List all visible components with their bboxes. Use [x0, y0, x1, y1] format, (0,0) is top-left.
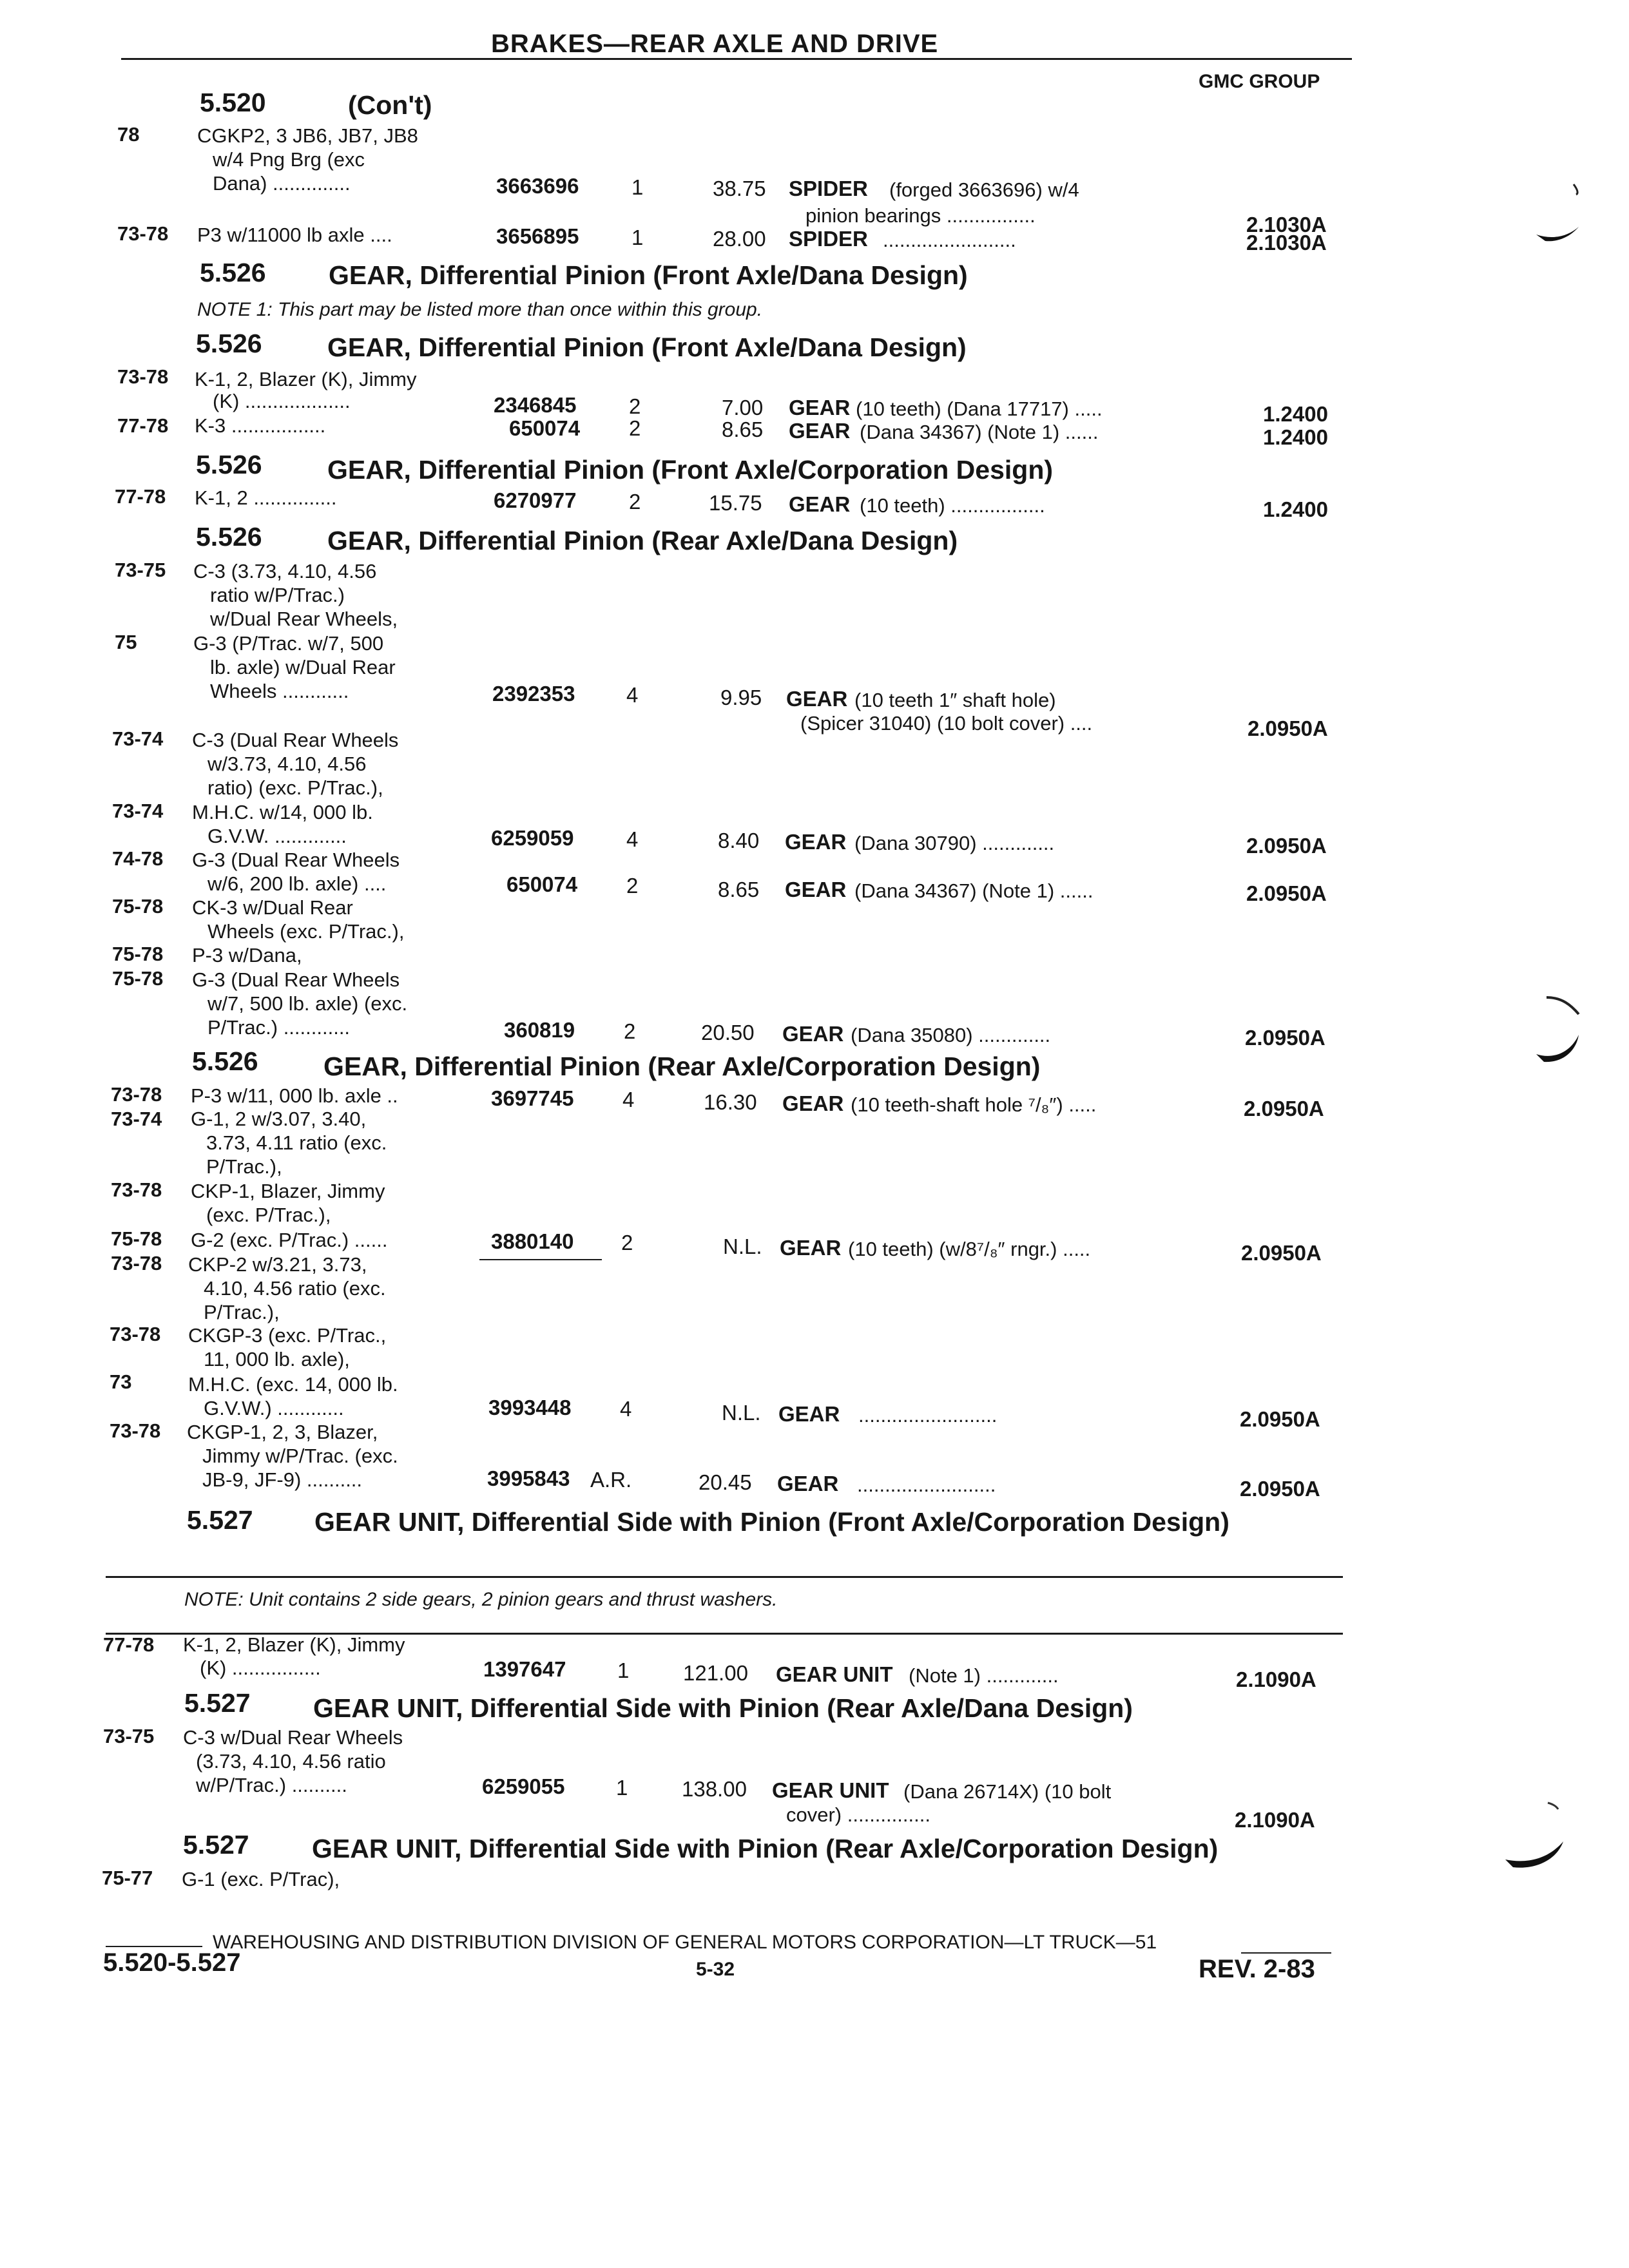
application-line: (exc. P/Trac.), [206, 1204, 331, 1226]
section-number: 5.520 [200, 88, 266, 117]
application-line: G.V.W.) ............ [204, 1397, 344, 1419]
application-line: G-3 (Dual Rear Wheels [192, 968, 400, 991]
price: 7.00 [722, 396, 764, 419]
quantity: 2 [626, 874, 639, 898]
model-years: 73-78 [110, 1419, 161, 1442]
application-line: lb. axle) w/Dual Rear [210, 656, 396, 678]
part-number: 2392353 [492, 682, 575, 706]
price: 20.50 [701, 1021, 755, 1044]
description-line: (Dana 34367) (Note 1) ...... [860, 421, 1099, 443]
application-line: w/6, 200 lb. axle) .... [207, 872, 387, 895]
model-years: 73-74 [111, 1108, 162, 1130]
application-line: C-3 (3.73, 4.10, 4.56 [193, 560, 377, 582]
section-title: GEAR UNIT, Differential Side with Pinion (Front Axle/Corporation Design) [314, 1507, 1229, 1537]
model-years: 73-74 [112, 727, 164, 750]
description-keyword: GEAR [785, 830, 847, 854]
price: 8.65 [718, 878, 760, 901]
description-line: ......................... [858, 1404, 998, 1427]
price: 138.00 [682, 1777, 747, 1801]
price: N.L. [722, 1401, 761, 1425]
model-years: 73-74 [112, 800, 164, 822]
application-line: w/P/Trac.) .......... [196, 1774, 347, 1796]
group-number: 2.0950A [1244, 1097, 1324, 1120]
application-line: G-1 (exc. P/Trac), [182, 1868, 340, 1890]
part-number: 3993448 [488, 1396, 572, 1419]
section-title: (Con't) [348, 90, 432, 120]
note-text: NOTE: Unit contains 2 side gears, 2 pinion gears and thrust washers. [184, 1589, 778, 1610]
part-number: 3663696 [496, 174, 579, 198]
description-line: (forged 3663696) w/4 [889, 178, 1079, 201]
model-years: 75-77 [102, 1867, 153, 1889]
application-line: 3.73, 4.11 ratio (exc. [206, 1131, 387, 1154]
application-line: ratio w/P/Trac.) [210, 584, 345, 606]
application-line: G.V.W. ............. [207, 825, 347, 847]
model-years: 77-78 [103, 1633, 155, 1656]
model-years: 73-75 [103, 1725, 155, 1747]
part-number: 3656895 [496, 224, 579, 248]
application-line: CKGP-3 (exc. P/Trac., [188, 1324, 387, 1347]
quantity: 4 [620, 1397, 632, 1421]
price: 8.40 [718, 829, 760, 852]
application-line: K-1, 2, Blazer (K), Jimmy [195, 368, 417, 390]
description-keyword: GEAR [786, 687, 848, 711]
application-line: P/Trac.) ............ [207, 1016, 351, 1039]
part-number: 650074 [506, 872, 578, 896]
quantity: 4 [622, 1088, 635, 1111]
part-number: 6259055 [482, 1774, 565, 1798]
part-number: 650074 [509, 416, 581, 440]
group-number: 2.0950A [1246, 881, 1327, 905]
section-number: 5.527 [183, 1830, 249, 1860]
application-line: JB-9, JF-9) .......... [202, 1468, 363, 1491]
description-keyword: GEAR [778, 1402, 840, 1426]
group-number: 2.1030A [1246, 213, 1327, 236]
quantity: 2 [624, 1019, 636, 1043]
model-years: 74-78 [112, 847, 164, 870]
model-years: 77-78 [115, 485, 166, 508]
footer-section-range: 5.520-5.527 [103, 1948, 241, 1977]
application-line: w/Dual Rear Wheels, [210, 608, 398, 630]
application-line: CGKP2, 3 JB6, JB7, JB8 [197, 124, 418, 147]
section-number: 5.527 [184, 1688, 251, 1718]
section-number: 5.526 [196, 329, 262, 358]
section-number: 5.526 [196, 450, 262, 479]
group-number: 1.2400 [1263, 402, 1328, 426]
model-years: 73-78 [111, 1178, 162, 1201]
group-number: 2.0950A [1248, 716, 1328, 740]
section-number: 5.526 [192, 1046, 258, 1076]
description-keyword: GEAR [780, 1236, 842, 1260]
page-header-title: BRAKES—REAR AXLE AND DRIVE [491, 30, 939, 58]
group-number: 2.0950A [1240, 1407, 1320, 1431]
application-line: CKP-1, Blazer, Jimmy [191, 1180, 385, 1202]
application-line: Jimmy w/P/Trac. (exc. [202, 1445, 398, 1467]
application-line: (3.73, 4.10, 4.56 ratio [196, 1750, 386, 1773]
application-line: C-3 (Dual Rear Wheels [192, 729, 399, 751]
application-line: Dana) .............. [213, 172, 351, 195]
description-line: (Dana 26714X) (10 bolt [903, 1780, 1112, 1803]
description-line: (Spicer 31040) (10 bolt cover) .... [800, 712, 1093, 735]
description-line: (10 teeth 1″ shaft hole) [854, 689, 1056, 711]
section-number: 5.526 [196, 522, 262, 552]
note-top-rule [106, 1576, 1343, 1578]
model-years: 73-78 [111, 1083, 162, 1106]
application-line: 4.10, 4.56 ratio (exc. [204, 1277, 386, 1300]
application-line: M.H.C. (exc. 14, 000 lb. [188, 1373, 398, 1396]
group-number: 2.0950A [1240, 1477, 1320, 1501]
application-line: G-2 (exc. P/Trac.) ...... [191, 1229, 388, 1251]
group-number: 2.1030A [1246, 231, 1327, 255]
price: 20.45 [699, 1470, 752, 1494]
application-line: G-3 (Dual Rear Wheels [192, 849, 400, 871]
quantity: A.R. [590, 1468, 632, 1492]
price: 16.30 [704, 1090, 757, 1114]
quantity: 2 [629, 490, 641, 514]
section-title: GEAR, Differential Pinion (Rear Axle/Dana Design) [327, 526, 958, 555]
group-number: 2.1090A [1235, 1808, 1315, 1832]
price: N.L. [723, 1235, 762, 1258]
description-line: ......................... [857, 1474, 996, 1496]
footer-publisher: WAREHOUSING AND DISTRIBUTION DIVISION OF GENERAL MOTORS CORPORATION—LT TRUCK—51 [213, 1932, 1157, 1953]
section-title: GEAR, Differential Pinion (Front Axle/Dana Design) [329, 260, 968, 290]
footer-page-number: 5-32 [696, 1959, 735, 1980]
part-number: 2346845 [494, 393, 577, 417]
application-line: K-1, 2 ............... [195, 486, 337, 509]
group-number: 2.0950A [1241, 1241, 1322, 1265]
model-years: 78 [117, 123, 140, 146]
description-keyword: SPIDER [789, 227, 868, 251]
application-line: 11, 000 lb. axle), [204, 1348, 350, 1370]
model-years: 73-78 [110, 1323, 161, 1345]
description-line: (Dana 34367) (Note 1) ...... [854, 879, 1094, 902]
description-line: (Note 1) ............. [909, 1664, 1059, 1687]
application-line: Wheels (exc. P/Trac.), [207, 920, 405, 943]
application-line: CKGP-1, 2, 3, Blazer, [187, 1421, 378, 1443]
description-keyword: GEAR UNIT [776, 1662, 893, 1686]
application-line: (K) ................ [200, 1657, 321, 1679]
description-line: (10 teeth-shaft hole ⁷/₈″) ..... [851, 1093, 1097, 1116]
description-line: pinion bearings ................ [805, 204, 1036, 227]
price: 15.75 [709, 491, 762, 515]
description-keyword: GEAR [785, 878, 847, 901]
footer-rule-left [106, 1946, 202, 1947]
footer-rule-right [1241, 1952, 1331, 1954]
price: 121.00 [683, 1661, 748, 1685]
section-number: 5.527 [187, 1505, 253, 1535]
description-line: (10 teeth) (w/8⁷/₈″ rngr.) ..... [848, 1238, 1091, 1260]
quantity: 1 [617, 1658, 630, 1682]
application-line: w/4 Png Brg (exc [213, 148, 365, 171]
price: 9.95 [720, 686, 762, 709]
price: 28.00 [713, 227, 766, 251]
description-keyword: GEAR [782, 1022, 844, 1046]
part-number: 1397647 [483, 1657, 566, 1681]
binder-hole-mark [1534, 992, 1585, 1076]
model-years: 73 [110, 1370, 132, 1393]
group-number: 1.2400 [1263, 425, 1328, 449]
quantity: 4 [626, 827, 639, 851]
description-keyword: GEAR [789, 419, 851, 443]
application-line: w/3.73, 4.10, 4.56 [207, 753, 367, 775]
description-line: (Dana 30790) ............. [854, 832, 1055, 854]
group-number: 2.1090A [1236, 1667, 1316, 1691]
model-years: 75-78 [111, 1227, 162, 1250]
quantity: 1 [631, 226, 644, 249]
footer-revision: REV. 2-83 [1199, 1955, 1315, 1983]
binder-hole-mark [1534, 180, 1585, 251]
part-number: 3697745 [491, 1086, 574, 1110]
part-number: 3995843 [487, 1466, 570, 1490]
price: 38.75 [713, 177, 766, 200]
section-title: GEAR, Differential Pinion (Rear Axle/Corporation Design) [323, 1052, 1041, 1081]
quantity: 1 [631, 175, 644, 199]
header-rule [121, 58, 1352, 60]
application-line: G-3 (P/Trac. w/7, 500 [193, 632, 384, 655]
description-line: (Dana 35080) ............. [851, 1024, 1051, 1046]
description-line: cover) ............... [786, 1803, 930, 1826]
group-label: GMC GROUP [1199, 71, 1320, 92]
price: 8.65 [722, 418, 764, 441]
model-years: 75-78 [112, 895, 164, 918]
application-line: P-3 w/11, 000 lb. axle .. [191, 1084, 398, 1107]
application-line: ratio) (exc. P/Trac.), [207, 776, 383, 799]
description-line: (10 teeth) ................. [860, 494, 1045, 517]
quantity: 2 [621, 1231, 633, 1254]
quantity: 1 [616, 1776, 628, 1800]
underline-mark [479, 1259, 602, 1260]
part-number: 6270977 [494, 488, 577, 512]
application-line: K-1, 2, Blazer (K), Jimmy [183, 1633, 405, 1656]
application-line: P-3 w/Dana, [192, 944, 302, 966]
model-years: 73-75 [115, 559, 166, 581]
part-number: 6259059 [491, 826, 574, 850]
quantity: 4 [626, 683, 639, 707]
group-number: 2.0950A [1246, 834, 1327, 858]
application-line: P/Trac.), [204, 1301, 280, 1323]
application-line: K-3 ................. [195, 414, 326, 437]
application-line: G-1, 2 w/3.07, 3.40, [191, 1108, 367, 1130]
model-years: 75 [115, 631, 137, 653]
description-line: ........................ [883, 229, 1016, 251]
application-line: w/7, 500 lb. axle) (exc. [207, 992, 408, 1015]
section-number: 5.526 [200, 258, 266, 287]
description-keyword: GEAR UNIT [772, 1778, 889, 1802]
section-title: GEAR UNIT, Differential Side with Pinion (Rear Axle/Dana Design) [313, 1693, 1133, 1723]
section-title: GEAR UNIT, Differential Side with Pinion (Rear Axle/Corporation Design) [312, 1834, 1219, 1863]
model-years: 77-78 [117, 414, 169, 437]
part-number: 360819 [504, 1018, 575, 1042]
description-keyword: GEAR [789, 396, 851, 419]
note-text: NOTE 1: This part may be listed more than once within this group. [197, 299, 763, 320]
model-years: 73-78 [117, 222, 169, 245]
application-line: CK-3 w/Dual Rear [192, 896, 353, 919]
model-years: 73-78 [117, 365, 169, 388]
group-number: 1.2400 [1263, 497, 1328, 521]
description-keyword: GEAR [782, 1091, 844, 1115]
description-line: (10 teeth) (Dana 17717) ..... [856, 398, 1103, 420]
description-keyword: GEAR [777, 1472, 839, 1495]
model-years: 75-78 [112, 943, 164, 965]
description-keyword: GEAR [789, 492, 851, 516]
application-line: M.H.C. w/14, 000 lb. [192, 801, 373, 823]
application-line: P/Trac.), [206, 1155, 282, 1178]
application-line: CKP-2 w/3.21, 3.73, [188, 1253, 367, 1276]
description-keyword: SPIDER [789, 177, 868, 200]
model-years: 75-78 [112, 967, 164, 990]
model-years: 73-78 [111, 1252, 162, 1274]
quantity: 2 [629, 416, 641, 440]
section-title: GEAR, Differential Pinion (Front Axle/Corporation Design) [327, 455, 1054, 485]
group-number: 2.0950A [1245, 1026, 1325, 1050]
part-number: 3880140 [491, 1229, 574, 1253]
quantity: 2 [629, 394, 641, 418]
application-line: Wheels ............ [210, 680, 349, 702]
application-line: P3 w/11000 lb axle .... [197, 224, 392, 246]
section-title: GEAR, Differential Pinion (Front Axle/Dana Design) [327, 332, 967, 362]
application-line: C-3 w/Dual Rear Wheels [183, 1726, 403, 1749]
application-line: (K) ................... [213, 390, 351, 412]
binder-hole-mark [1501, 1798, 1572, 1875]
